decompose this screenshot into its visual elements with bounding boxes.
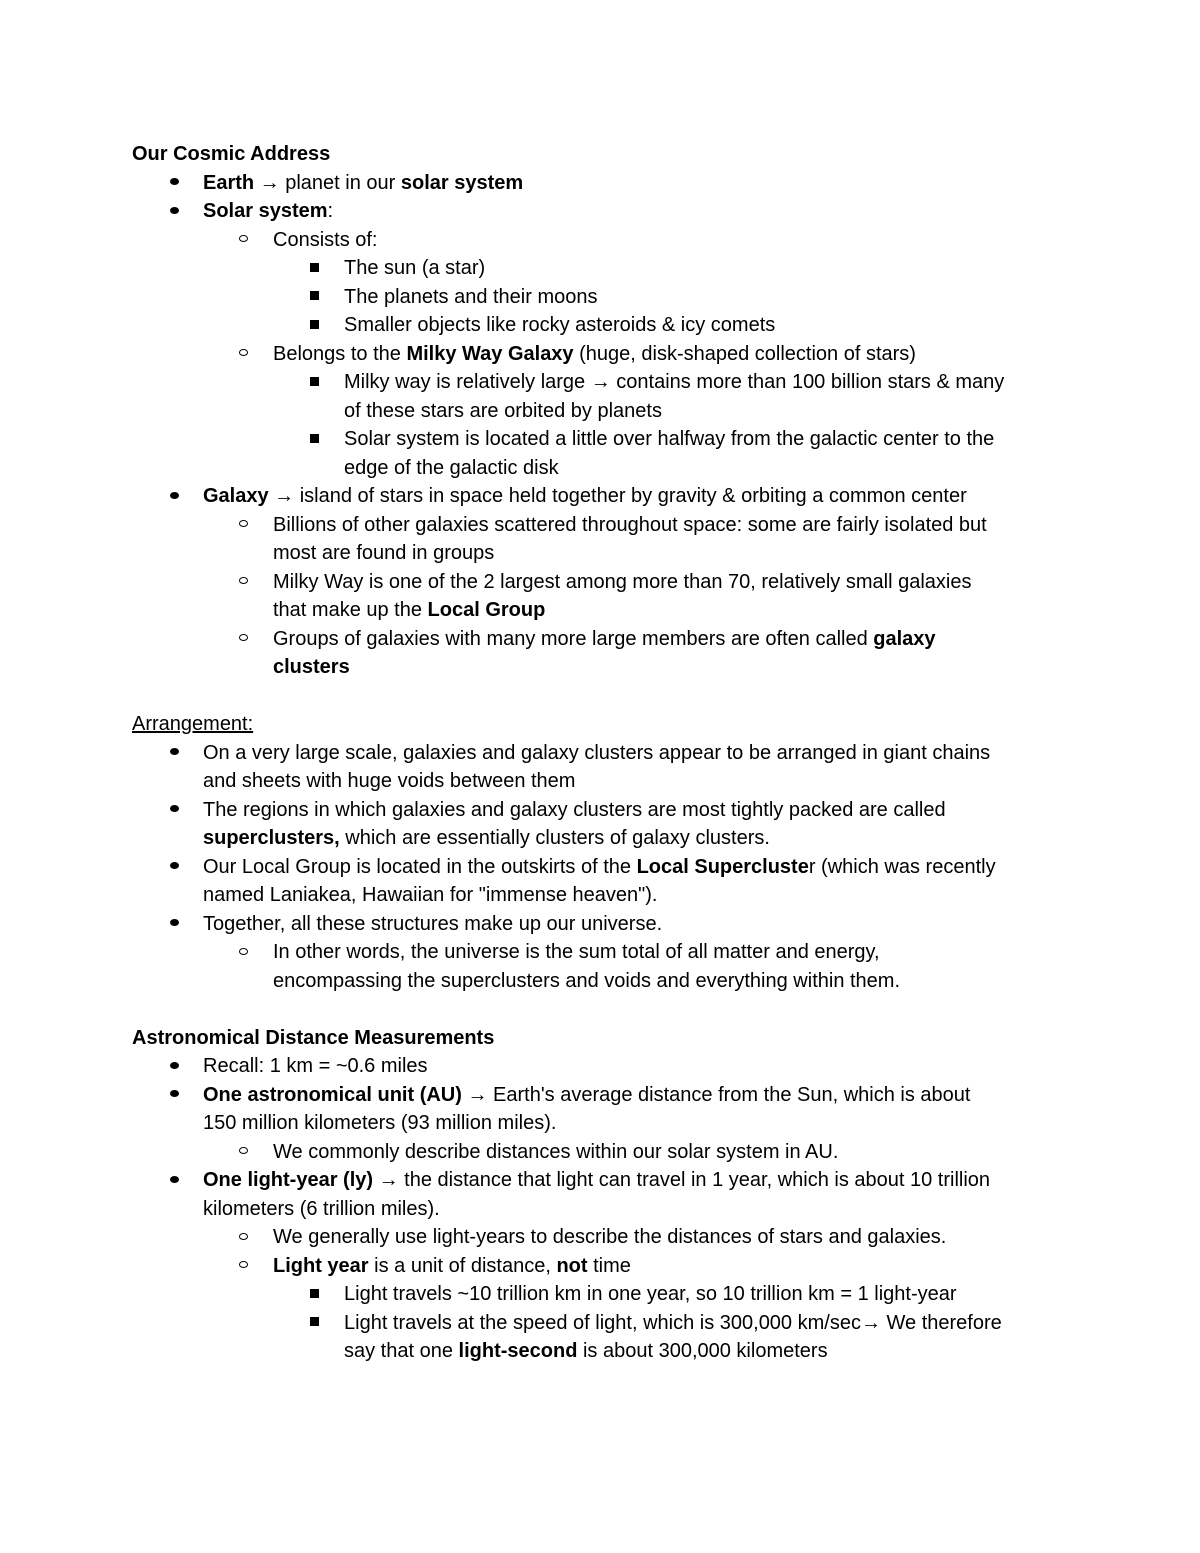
circle-bullet-icon	[233, 625, 253, 654]
bullet-icon	[164, 910, 184, 939]
list-item-travels-2: Light travels at the speed of light, which is 300,000 km/sec→ We therefore say that one light-second is about 300,000 kilometers	[132, 1309, 1072, 1366]
list-item-local-group: Our Local Group is located in the outskirts of the Local Supercluster (which was recently named Laniakea, Hawaiian for "immense heaven").	[132, 853, 1072, 910]
square-bullet-icon	[304, 1309, 324, 1338]
circle-bullet-icon	[233, 340, 253, 369]
circle-bullet-icon	[233, 1252, 253, 1281]
list-item-earth: Earth → planet in our solar system	[132, 169, 1072, 198]
square-bullet-icon	[304, 283, 324, 312]
circle-bullet-icon	[233, 568, 253, 597]
square-bullet-icon	[304, 254, 324, 283]
list-item-recall: Recall: 1 km = ~0.6 miles	[132, 1052, 1072, 1081]
bullet-icon	[164, 169, 184, 198]
document-page	[132, 140, 1072, 1366]
section-heading-distance: Astronomical Distance Measurements	[132, 1026, 495, 1049]
list-item-ly-sub: We generally use light-years to describe the distances of stars and galaxies.	[132, 1223, 1072, 1252]
list-item-milky-way-one: Milky Way is one of the 2 largest among more than 70, relatively small galaxies that make up the Local Group	[132, 568, 1072, 625]
bullet-icon	[164, 853, 184, 882]
bullet-icon	[164, 1166, 184, 1195]
circle-bullet-icon	[233, 1223, 253, 1252]
list-item-scale: On a very large scale, galaxies and galaxy clusters appear to be arranged in giant chains and sheets with huge voids between them	[132, 739, 1072, 796]
list-item-sun: The sun (a star)	[132, 254, 1072, 283]
list-item-smaller-objects: Smaller objects like rocky asteroids & icy comets	[132, 311, 1072, 340]
list-item-galaxy: Galaxy → island of stars in space held together by gravity & orbiting a common center	[132, 482, 1072, 511]
square-bullet-icon	[304, 368, 324, 397]
list-item-milky-way-large: Milky way is relatively large → contains more than 100 billion stars & many of these stars are orbited by planets	[132, 368, 1072, 425]
list-item-planets: The planets and their moons	[132, 283, 1072, 312]
square-bullet-icon	[304, 1280, 324, 1309]
list-item-consists: Consists of:	[132, 226, 1072, 255]
list-item-solar-located: Solar system is located a little over halfway from the galactic center to the edge of the galactic disk	[132, 425, 1072, 482]
list-item-au: One astronomical unit (AU) → Earth's average distance from the Sun, which is about 150 million kilometers (93 million miles).	[132, 1081, 1072, 1138]
list-item-au-sub: We commonly describe distances within our solar system in AU.	[132, 1138, 1072, 1167]
circle-bullet-icon	[233, 511, 253, 540]
list-item-billions: Billions of other galaxies scattered throughout space: some are fairly isolated but most are found in groups	[132, 511, 1072, 568]
bullet-icon	[164, 482, 184, 511]
bullet-icon	[164, 197, 184, 226]
bullet-icon	[164, 1052, 184, 1081]
circle-bullet-icon	[233, 1138, 253, 1167]
circle-bullet-icon	[233, 226, 253, 255]
list-item-ly-unit: Light year is a unit of distance, not time	[132, 1252, 1072, 1281]
list-item-travels-1: Light travels ~10 trillion km in one year, so 10 trillion km = 1 light-year	[132, 1280, 1072, 1309]
bullet-icon	[164, 1081, 184, 1110]
bullet-icon	[164, 739, 184, 768]
bullet-icon	[164, 796, 184, 825]
section-heading-arrangement: Arrangement:	[132, 713, 254, 735]
list-item-regions: The regions in which galaxies and galaxy clusters are most tightly packed are called superclusters, which are essentially clusters of galaxy clusters.	[132, 796, 1072, 853]
circle-bullet-icon	[233, 938, 253, 967]
list-item-belongs: Belongs to the Milky Way Galaxy (huge, disk-shaped collection of stars)	[132, 340, 1072, 369]
list-item-groups: Groups of galaxies with many more large members are often called galaxy clusters	[132, 625, 1072, 682]
list-item-light-year: One light-year (ly) → the distance that light can travel in 1 year, which is about 10 trillion kilometers (6 trillion miles).	[132, 1166, 1072, 1223]
list-item-together: Together, all these structures make up our universe.	[132, 910, 1072, 939]
list-item-solar-system: Solar system:	[132, 197, 1072, 226]
square-bullet-icon	[304, 311, 324, 340]
list-item-other-words: In other words, the universe is the sum total of all matter and energy, encompassing the superclusters and voids and everything within them.	[132, 938, 1072, 995]
section-heading-cosmic-address: Our Cosmic Address	[132, 143, 331, 165]
square-bullet-icon	[304, 425, 324, 454]
